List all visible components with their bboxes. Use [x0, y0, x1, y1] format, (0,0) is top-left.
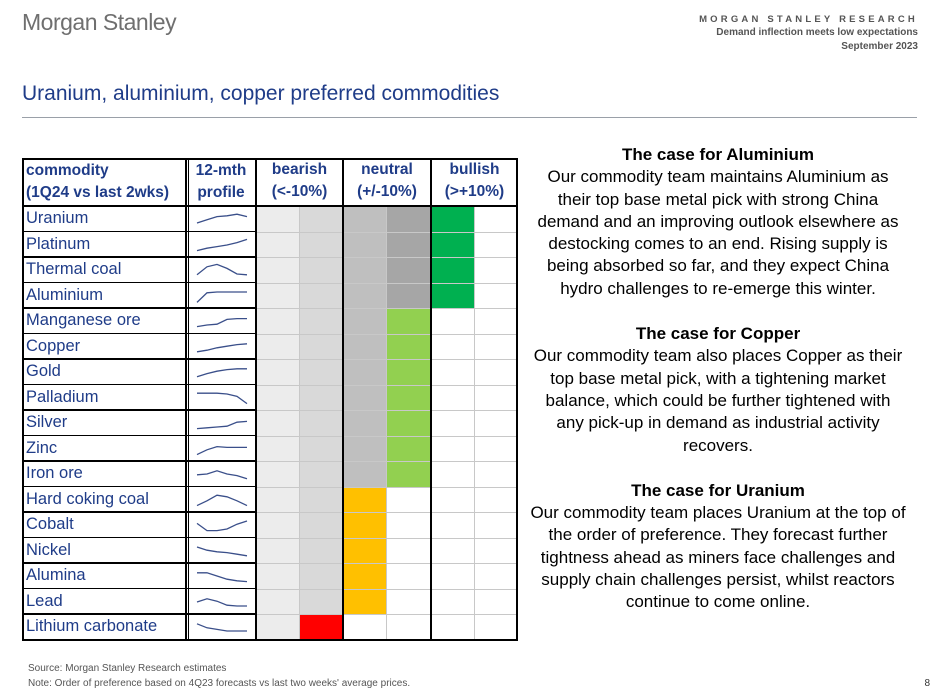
grid-line: [256, 589, 518, 590]
case-copper: [530, 323, 906, 457]
rating-cell: [299, 232, 343, 258]
profile-sparkline: [196, 491, 248, 509]
rating-cell: [431, 232, 474, 258]
report-header: [699, 14, 918, 53]
rating-cell: [474, 359, 518, 385]
grid-line: [256, 563, 518, 564]
rating-cell: [256, 385, 299, 411]
sparkline-path: [197, 495, 247, 505]
rating-cell: [386, 283, 431, 309]
rating-cell: [386, 436, 431, 462]
page-title: Uranium, aluminium, copper preferred commodities: [22, 82, 500, 105]
rating-cell: [299, 283, 343, 309]
profile-sparkline: [196, 440, 248, 458]
rating-cell: [343, 232, 386, 258]
rating-cell: [299, 206, 343, 232]
rating-cell: [299, 589, 343, 615]
case-heading: The case for Copper: [635, 324, 801, 344]
commodity-preference-table: [22, 158, 518, 640]
header-neutral-line2: (+/-10%): [357, 183, 417, 200]
rating-cell: [256, 538, 299, 564]
rating-cell: [431, 461, 474, 487]
rating-cell: [474, 512, 518, 538]
rating-cell: [386, 385, 431, 411]
case-heading: The case for Uranium: [631, 480, 805, 500]
rating-cell: [386, 410, 431, 436]
table-right-border: [516, 158, 518, 640]
rating-cell: [474, 436, 518, 462]
profile-sparkline: [196, 593, 248, 611]
commodity-name: Cobalt: [26, 515, 74, 533]
rating-cell: [299, 487, 343, 513]
grid-line: [256, 334, 518, 335]
rating-cell: [474, 283, 518, 309]
rating-cell: [474, 589, 518, 615]
rating-cell: [256, 614, 299, 640]
sparkline-path: [197, 446, 247, 454]
rating-cell: [343, 283, 386, 309]
rating-cell: [343, 512, 386, 538]
sparkline-path: [197, 239, 247, 250]
rating-cell: [343, 563, 386, 589]
rating-cell: [299, 538, 343, 564]
header-neutral-line1: neutral: [361, 161, 413, 178]
profile-sparkline: [196, 312, 248, 330]
rating-cell: [343, 257, 386, 283]
rating-cell: [474, 614, 518, 640]
sparkline-path: [197, 521, 247, 531]
row-divider: [22, 460, 256, 462]
column-divider: [342, 158, 344, 640]
rating-cell: [256, 589, 299, 615]
table-top-border: [22, 158, 518, 160]
sparkline-path: [197, 624, 247, 631]
header-commodity-line1: commodity: [26, 162, 109, 179]
rating-cell: [431, 257, 474, 283]
profile-sparkline: [196, 542, 248, 560]
rating-cell: [299, 614, 343, 640]
rating-cell: [256, 512, 299, 538]
rating-cell: [474, 385, 518, 411]
rating-cell: [256, 206, 299, 232]
row-divider: [22, 231, 256, 233]
grid-line: [386, 206, 387, 640]
rating-cell: [256, 461, 299, 487]
rating-cell: [431, 614, 474, 640]
commodity-name: Silver: [26, 413, 68, 431]
grid-line: [256, 257, 518, 258]
rating-cell: [343, 538, 386, 564]
row-divider: [22, 537, 256, 539]
grid-line: [256, 614, 518, 615]
footer-source: Source: Morgan Stanley Research estimates: [28, 663, 227, 674]
rating-cell: [431, 487, 474, 513]
rating-cell: [474, 257, 518, 283]
rating-cell: [431, 334, 474, 360]
rating-cell: [431, 410, 474, 436]
rating-cell: [299, 308, 343, 334]
title-divider: [22, 117, 917, 118]
profile-sparkline: [196, 236, 248, 254]
grid-line: [474, 206, 475, 640]
row-divider: [22, 435, 256, 437]
sparkline-path: [197, 264, 247, 274]
rating-cell: [474, 563, 518, 589]
header-bearish-line1: bearish: [271, 161, 328, 178]
header-divider: [256, 205, 518, 207]
rating-cell: [386, 308, 431, 334]
sparkline-path: [197, 292, 247, 302]
commodity-name: Alumina: [26, 566, 86, 584]
column-divider: [255, 158, 257, 640]
profile-sparkline: [196, 414, 248, 432]
rating-cell: [474, 461, 518, 487]
header-bearish-line2: (<-10%): [271, 183, 328, 200]
rating-cell: [343, 436, 386, 462]
grid-line: [299, 206, 300, 640]
header-commodity-line2: (1Q24 vs last 2wks): [26, 184, 170, 201]
rating-cell: [474, 487, 518, 513]
row-divider: [22, 282, 256, 284]
row-divider: [22, 562, 256, 564]
research-brand: MORGAN STANLEY RESEARCH: [699, 14, 918, 25]
rating-cell: [474, 206, 518, 232]
rating-cell: [431, 385, 474, 411]
rating-cell: [431, 563, 474, 589]
rating-cell: [474, 308, 518, 334]
rating-cell: [343, 589, 386, 615]
grid-line: [256, 283, 518, 284]
rating-cell: [256, 487, 299, 513]
sparkline-path: [197, 369, 247, 377]
rating-cell: [386, 359, 431, 385]
commodity-name: Copper: [26, 336, 81, 355]
grid-line: [256, 461, 518, 462]
rating-cell: [386, 206, 431, 232]
commodity-name: Manganese ore: [26, 311, 141, 329]
rating-cell: [386, 334, 431, 360]
table-bottom-border: [22, 639, 518, 641]
rating-cell: [256, 563, 299, 589]
row-divider: [22, 409, 256, 411]
rating-cell: [256, 257, 299, 283]
rating-cell: [256, 308, 299, 334]
commodity-name: Aluminium: [26, 285, 104, 304]
case-body: Our commodity team places Uranium at the top of the order of preference. They forecast further tightness ahead as miners face challenges and supply chain challenges persist, whilst reactors continue to come online.: [530, 503, 906, 612]
rating-cell: [386, 487, 431, 513]
rating-cell: [299, 359, 343, 385]
table-left-border: [22, 158, 24, 640]
rating-cell: [386, 461, 431, 487]
report-title: Demand inflection meets low expectations: [716, 27, 918, 38]
commodity-name: Iron ore: [26, 464, 83, 482]
rating-cell: [299, 436, 343, 462]
header-commodity: [22, 160, 190, 204]
commodity-name: Thermal coal: [26, 260, 122, 278]
rating-cell: [299, 410, 343, 436]
header-bearish: [256, 159, 343, 203]
rating-cell: [343, 461, 386, 487]
row-divider: [22, 307, 256, 309]
row-divider: [22, 613, 256, 615]
profile-sparkline: [196, 567, 248, 585]
row-divider: [22, 384, 256, 386]
header-profile-line2: profile: [197, 184, 245, 201]
profile-sparkline: [196, 287, 248, 305]
commodity-name: Gold: [26, 362, 61, 380]
rating-cell: [256, 334, 299, 360]
rating-cell: [431, 359, 474, 385]
row-divider: [22, 333, 256, 335]
profile-sparkline: [196, 210, 248, 228]
footer-note: Note: Order of preference based on 4Q23 forecasts vs last two weeks' average prices.: [28, 678, 411, 689]
rating-cell: [299, 563, 343, 589]
rating-cell: [299, 257, 343, 283]
rating-cell: [343, 385, 386, 411]
grid-line: [256, 385, 518, 386]
report-date: September 2023: [841, 41, 918, 52]
header-neutral: [343, 159, 431, 203]
rating-cell: [343, 614, 386, 640]
rating-cell: [386, 538, 431, 564]
commodity-name: Lithium carbonate: [26, 617, 158, 635]
sparkline-path: [197, 343, 247, 351]
row-divider: [22, 486, 256, 488]
header-bullish: [431, 159, 518, 203]
rating-cell: [343, 206, 386, 232]
grid-line: [256, 410, 518, 411]
row-divider: [22, 358, 256, 360]
rating-cell: [474, 538, 518, 564]
rating-cell: [474, 334, 518, 360]
profile-sparkline: [196, 465, 248, 483]
sparkline-path: [197, 421, 247, 428]
header-bullish-line1: bullish: [449, 161, 500, 178]
grid-line: [256, 538, 518, 539]
sparkline-path: [197, 319, 247, 327]
rating-cell: [431, 436, 474, 462]
profile-sparkline: [196, 363, 248, 381]
commodity-cases: [530, 144, 906, 637]
case-heading: The case for Aluminium: [621, 145, 815, 164]
rating-cell: [431, 512, 474, 538]
morgan-stanley-logo: Morgan Stanley: [22, 9, 177, 35]
rating-cell: [431, 206, 474, 232]
profile-sparkline: [196, 261, 248, 279]
sparkline-path: [197, 598, 247, 605]
commodity-name: Hard coking coal: [26, 489, 149, 508]
case-aluminium: [530, 144, 906, 300]
rating-cell: [386, 614, 431, 640]
grid-line: [256, 232, 518, 233]
row-divider: [22, 256, 256, 258]
row-divider: [22, 205, 256, 207]
rating-cell: [256, 410, 299, 436]
rating-cell: [256, 436, 299, 462]
rating-cell: [474, 410, 518, 436]
sparkline-path: [197, 214, 247, 223]
column-divider: [188, 158, 189, 640]
rating-cell: [343, 334, 386, 360]
sparkline-path: [197, 573, 247, 582]
rating-cell: [343, 308, 386, 334]
rating-cell: [299, 512, 343, 538]
rating-cell: [386, 257, 431, 283]
header-profile: [186, 160, 256, 204]
rating-cell: [299, 385, 343, 411]
rating-cell: [386, 232, 431, 258]
sparkline-path: [197, 393, 247, 403]
rating-cell: [299, 461, 343, 487]
case-body: Our commodity team also places Copper as their top base metal pick, with a tightening market balance, which could be further tightened with any pick-up in demand as industrial activity recovers.: [533, 346, 903, 455]
rating-cell: [256, 283, 299, 309]
rating-cell: [431, 589, 474, 615]
rating-cell: [343, 410, 386, 436]
row-divider: [22, 511, 256, 513]
case-uranium: [530, 480, 906, 614]
rating-cell: [256, 359, 299, 385]
rating-cell: [343, 359, 386, 385]
commodity-name: Platinum: [26, 234, 91, 253]
page-number: 8: [924, 678, 930, 689]
header-profile-line1: 12-mth: [195, 162, 247, 179]
grid-line: [256, 436, 518, 437]
commodity-name: Palladium: [26, 387, 99, 406]
commodity-name: Nickel: [26, 540, 71, 559]
profile-sparkline: [196, 618, 248, 636]
case-body: Our commodity team maintains Aluminium as their top base metal pick with strong China demand and an improving outlook elsewhere as destocking comes to an end. Rising supply is being absorbed so far, and they expect China hydro challenges to re-emerge this winter.: [537, 167, 899, 298]
grid-line: [256, 487, 518, 488]
profile-sparkline: [196, 516, 248, 534]
rating-cell: [386, 563, 431, 589]
rating-cell: [386, 512, 431, 538]
rating-cell: [474, 232, 518, 258]
profile-sparkline: [196, 389, 248, 407]
rating-cell: [299, 334, 343, 360]
rating-cell: [431, 283, 474, 309]
sparkline-path: [197, 547, 247, 556]
grid-line: [256, 512, 518, 513]
rating-cell: [431, 538, 474, 564]
rating-cell: [343, 487, 386, 513]
grid-line: [256, 359, 518, 360]
commodity-name: Zinc: [26, 438, 58, 457]
header-bullish-line2: (>+10%): [444, 183, 505, 200]
grid-line: [256, 308, 518, 309]
profile-sparkline: [196, 338, 248, 356]
commodity-name: Uranium: [26, 209, 89, 227]
sparkline-path: [197, 471, 247, 479]
rating-cell: [386, 589, 431, 615]
rating-cell: [256, 232, 299, 258]
commodity-name: Lead: [26, 591, 63, 610]
row-divider: [22, 588, 256, 590]
column-divider: [185, 158, 187, 640]
column-divider: [430, 158, 432, 640]
rating-cell: [431, 308, 474, 334]
